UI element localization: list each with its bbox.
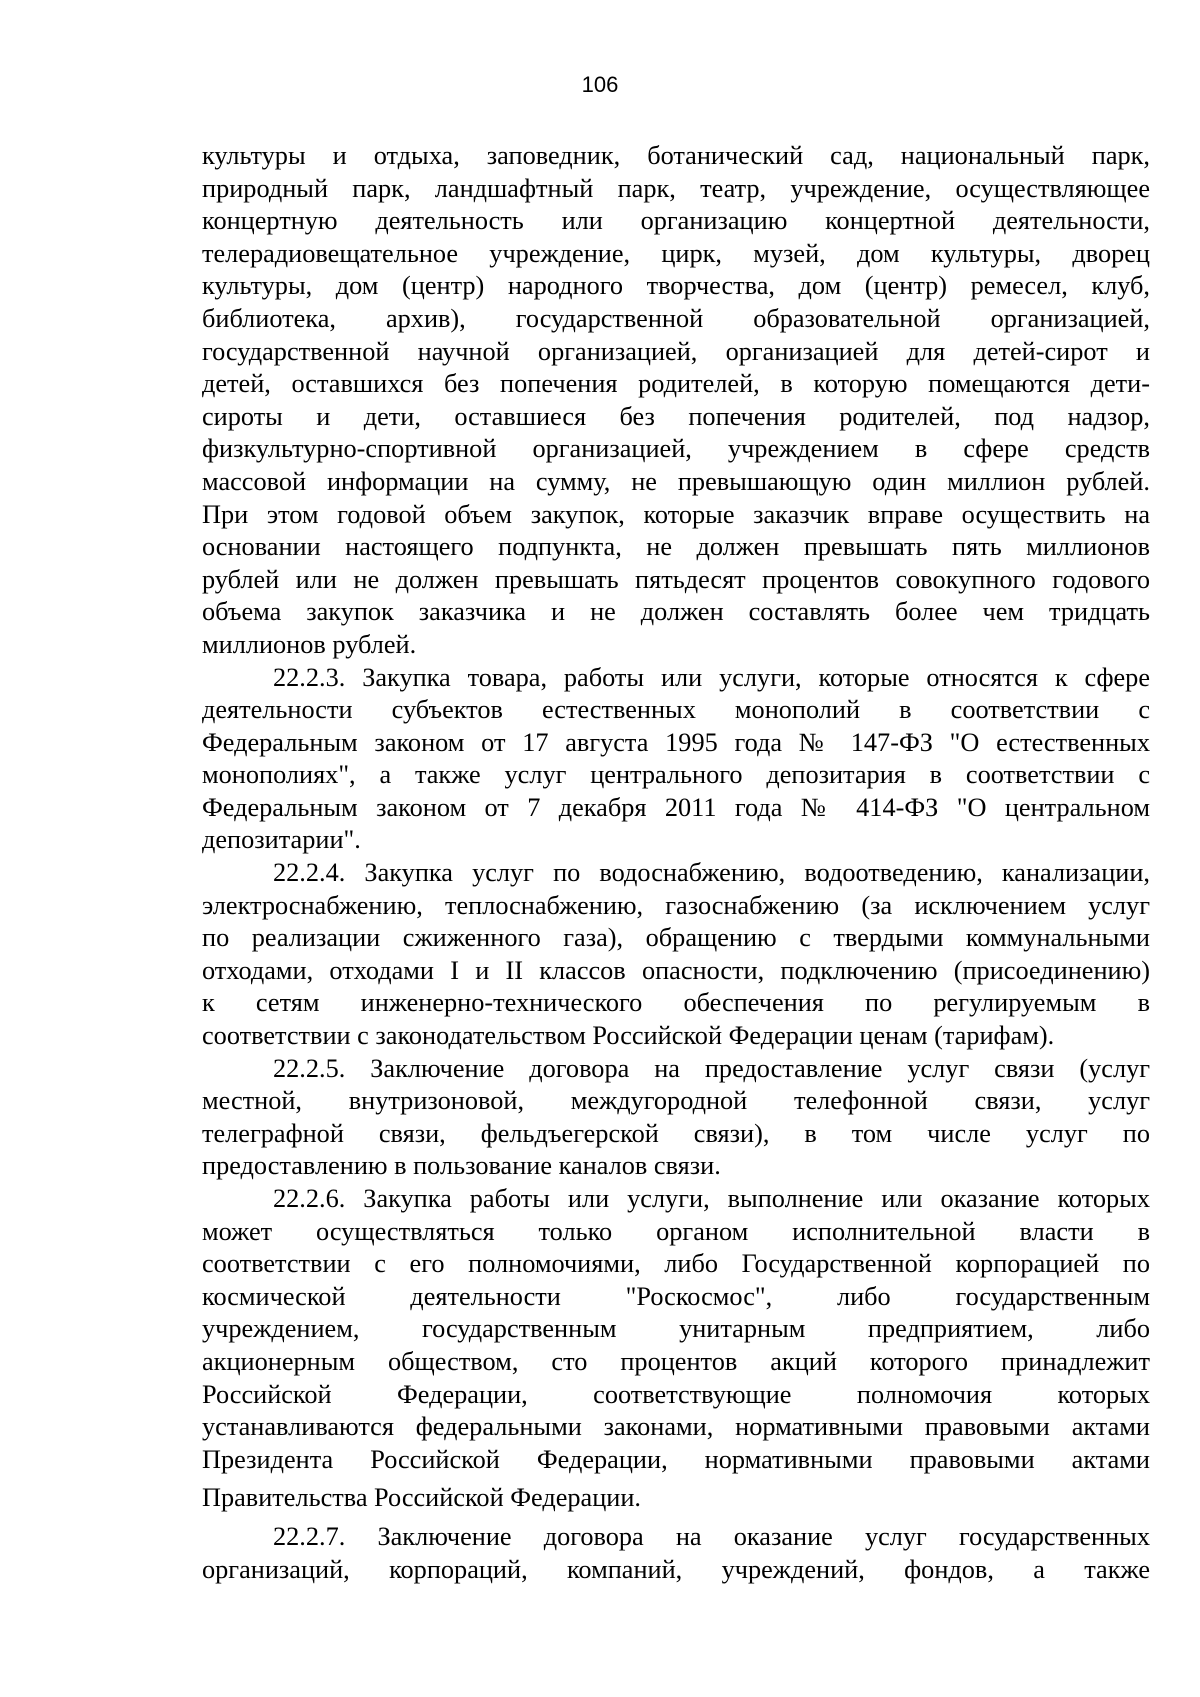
text-line: к сетям инженерно-технического обеспечения по регулируемым в [202, 988, 1150, 1018]
text-line: 22.2.4. Закупка услуг по водоснабжению, водоотведению, канализации, [273, 858, 1150, 888]
text-line: соответствии с законодательством Российской Федерации ценам (тарифам). [202, 1021, 1055, 1051]
text-line: электроснабжению, теплоснабжению, газоснабжению (за исключением услуг [202, 890, 1150, 920]
text-line: соответствии с его полномочиями, либо Государственной корпорацией по [202, 1249, 1150, 1279]
text-line: 22.2.5. Заключение договора на предоставление услуг связи (услуг [273, 1053, 1150, 1083]
text-line: детей, оставшихся без попечения родителей, в которую помещаются дети- [202, 369, 1150, 399]
text-line: миллионов рублей. [202, 629, 417, 659]
text-line: массовой информации на сумму, не превышающую один миллион рублей. [202, 466, 1150, 496]
text-line: 22.2.7. Заключение договора на оказание услуг государственных [273, 1521, 1150, 1551]
text-line: телерадиовещательное учреждение, цирк, музей, дом культуры, дворец [202, 238, 1150, 268]
document-body [202, 140, 1150, 1586]
text-line: учреждением, государственным унитарным предприятием, либо [202, 1314, 1150, 1344]
text-line: основании настоящего подпункта, не должен превышать пять миллионов [202, 532, 1150, 562]
text-line: концертную деятельность или организацию концертной деятельности, [202, 206, 1150, 236]
text-line: депозитарии". [202, 825, 361, 855]
text-line: При этом годовой объем закупок, которые заказчик вправе осуществить на [202, 499, 1150, 529]
page-number: 106 [581, 72, 619, 97]
text-line: монополиях", а также услуг центрального депозитария в соответствии с [202, 760, 1150, 790]
text-line: рублей или не должен превышать пятьдесят процентов совокупного годового [202, 564, 1150, 594]
text-line: телеграфной связи, фельдъегерской связи), в том числе услуг по [202, 1118, 1150, 1148]
text-line: Правительства Российской Федерации. [202, 1483, 641, 1513]
text-line: деятельности субъектов естественных монополий в соответствии с [202, 695, 1150, 725]
text-line: акционерным обществом, сто процентов акций которого принадлежит [202, 1346, 1150, 1376]
text-line: организаций, корпораций, компаний, учреждений, фондов, а также [202, 1554, 1150, 1584]
text-line: сироты и дети, оставшиеся без попечения родителей, под надзор, [202, 401, 1150, 431]
text-line: библиотека, архив), государственной образовательной организацией, [202, 303, 1150, 333]
text-line: объема закупок заказчика и не должен составлять более чем тридцать [202, 597, 1150, 627]
text-line: предоставлению в пользование каналов связи. [202, 1151, 721, 1181]
text-line: отходами, отходами I и II классов опасности, подключению (присоединению) [202, 955, 1150, 985]
text-line: культуры, дом (центр) народного творчества, дом (центр) ремесел, клуб, [202, 271, 1150, 301]
text-line: по реализации сжиженного газа), обращению с твердыми коммунальными [202, 923, 1150, 953]
text-line: Российской Федерации, соответствующие полномочия которых [202, 1379, 1150, 1409]
text-line: местной, внутризоновой, междугородной телефонной связи, услуг [202, 1086, 1150, 1116]
text-line: космической деятельности "Роскосмос", либо государственным [202, 1281, 1150, 1311]
text-line: культуры и отдыха, заповедник, ботанический сад, национальный парк, [202, 141, 1150, 170]
text-line: государственной научной организацией, организацией для детей-сирот и [202, 336, 1150, 366]
text-line: Президента Российской Федерации, нормативными правовыми актами [202, 1444, 1150, 1474]
text-line: природный парк, ландшафтный парк, театр, учреждение, осуществляющее [202, 173, 1150, 203]
text-line: Федеральным законом от 17 августа 1995 года № 147-ФЗ "О естественных [202, 727, 1150, 757]
text-line: может осуществляться только органом исполнительной власти в [202, 1216, 1150, 1246]
text-line: Федеральным законом от 7 декабря 2011 года № 414-ФЗ "О центральном [202, 792, 1150, 822]
text-line: 22.2.3. Закупка товара, работы или услуги, которые относятся к сфере [273, 662, 1150, 692]
text-line: 22.2.6. Закупка работы или услуги, выполнение или оказание которых [273, 1184, 1150, 1213]
text-line: устанавливаются федеральными законами, нормативными правовыми актами [202, 1412, 1150, 1442]
text-line: физкультурно-спортивной организацией, учреждением в сфере средств [202, 434, 1150, 464]
